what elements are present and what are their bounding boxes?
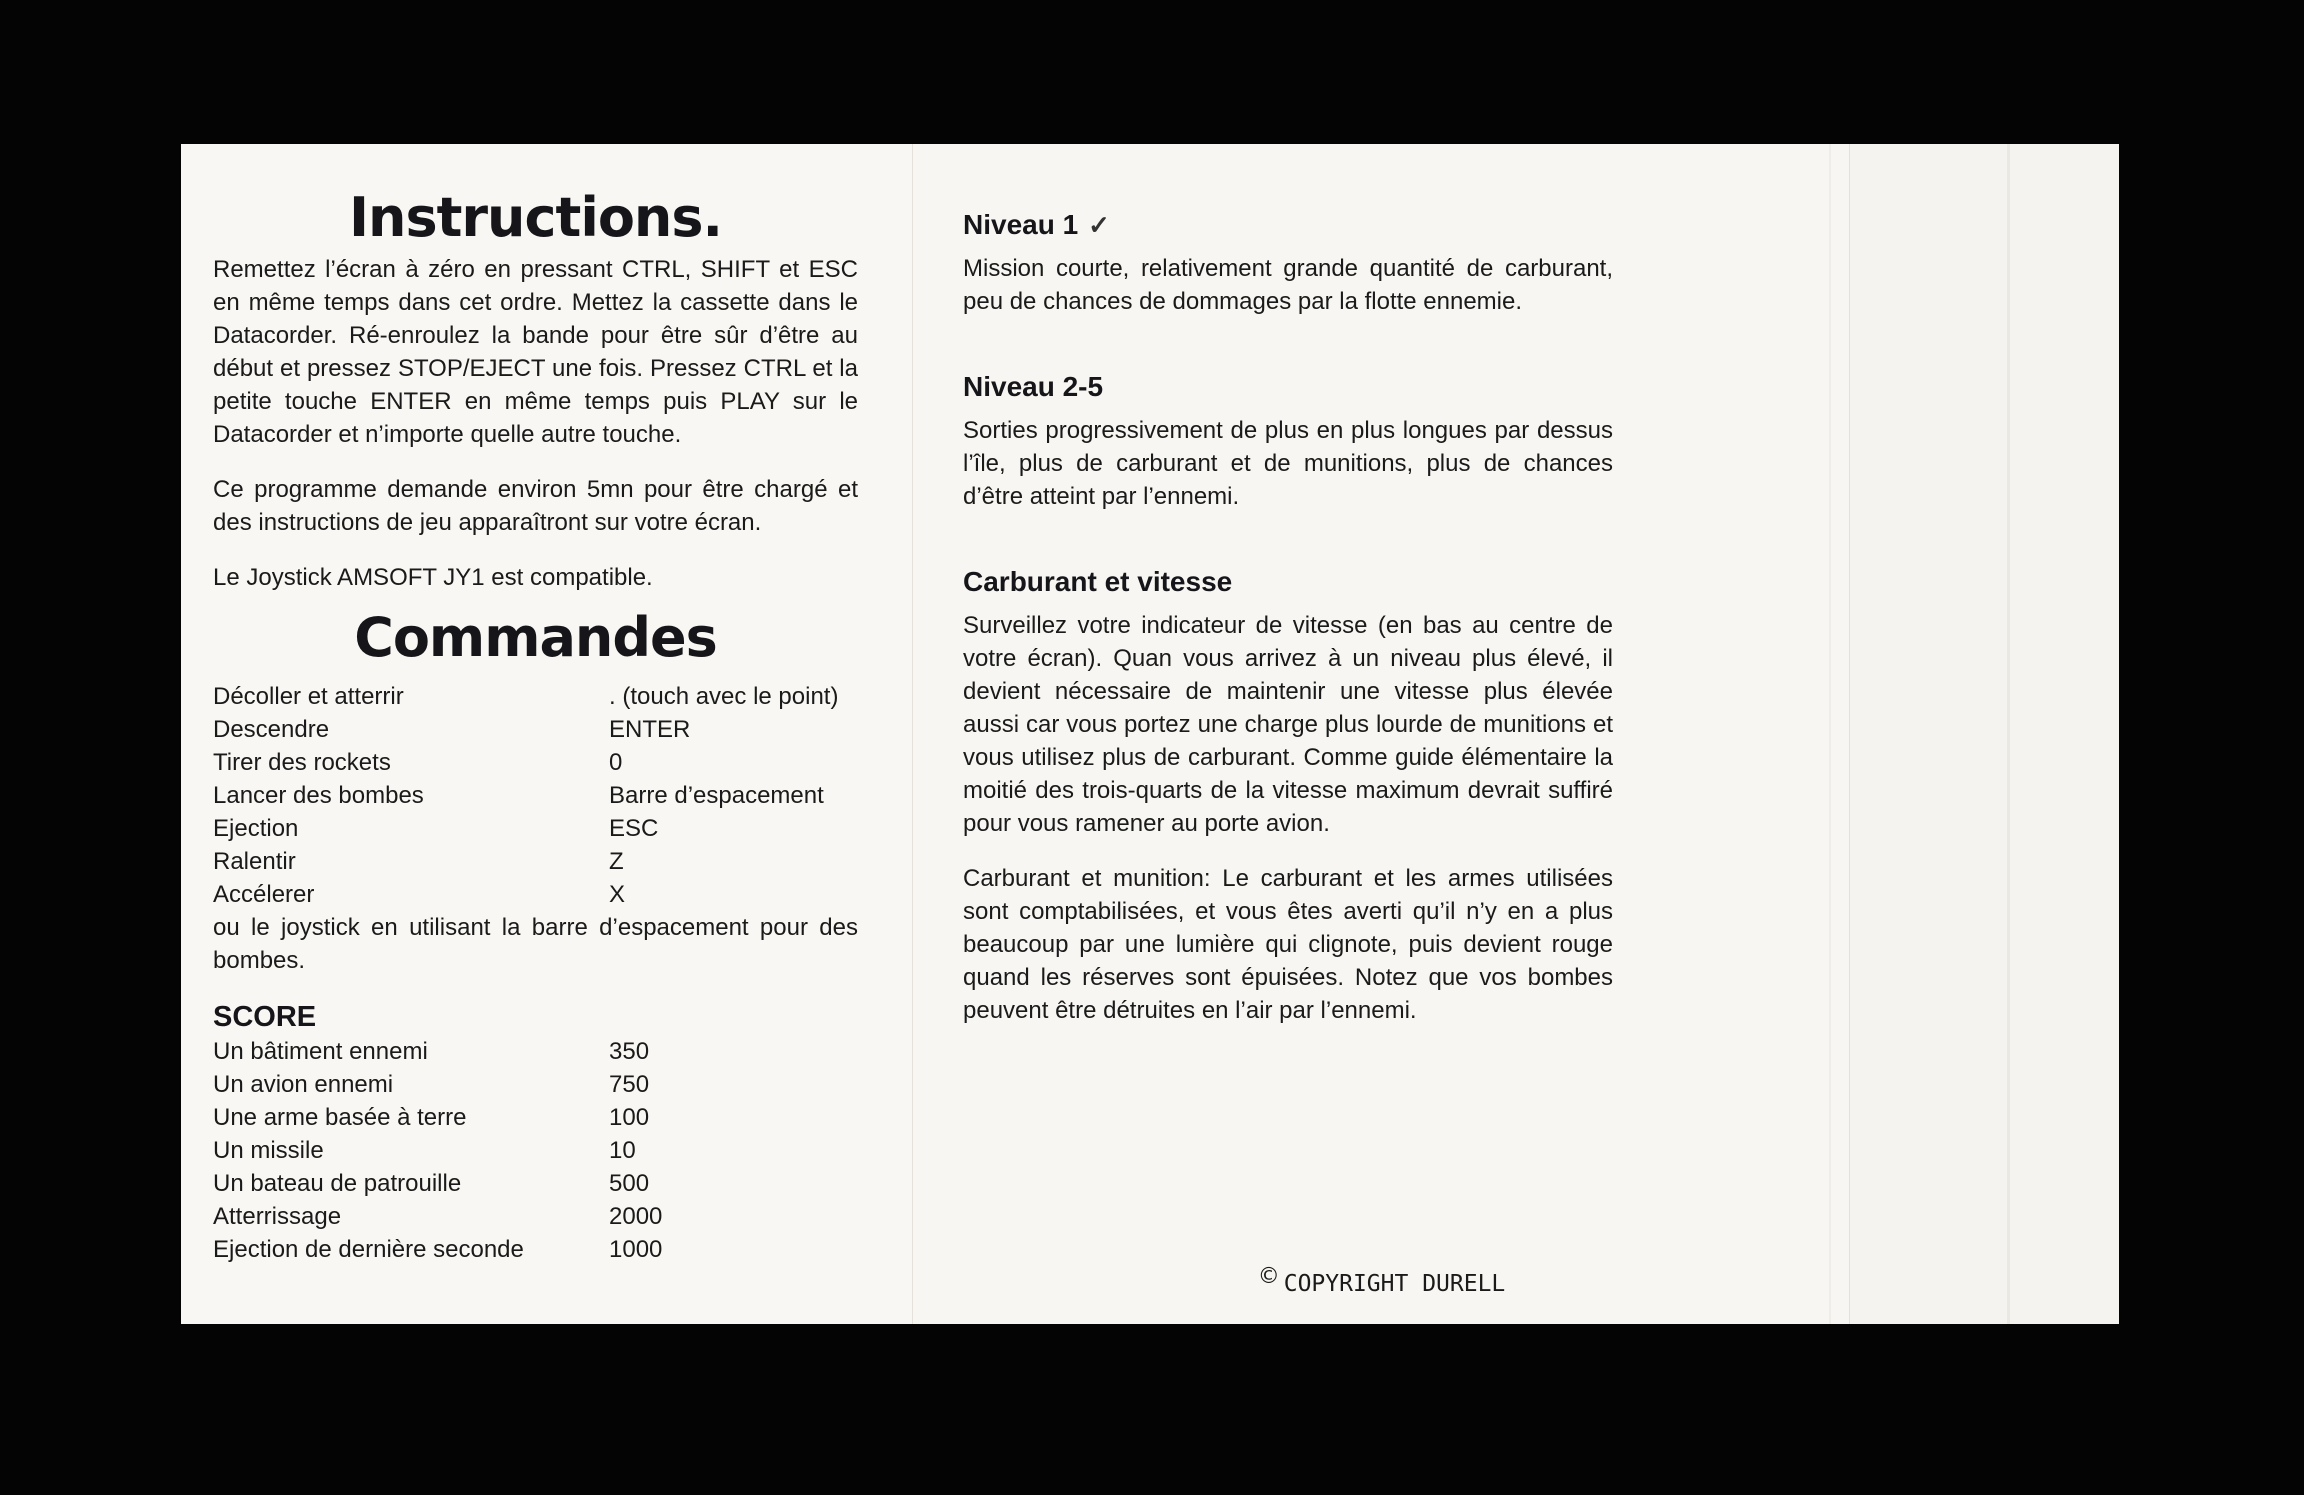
instructions-paragraph: Ce programme demande environ 5mn pour être chargé et des instructions de jeu apparaîtront sur votre écran. <box>213 476 858 537</box>
score-item: Un bateau de patrouille <box>213 1169 462 1197</box>
niveau1-title <box>963 208 1613 242</box>
command-key: ENTER <box>609 715 691 743</box>
table-row <box>213 1134 858 1167</box>
score-points: 350 <box>609 1037 650 1065</box>
copyright <box>913 1264 1850 1297</box>
score-points: 500 <box>609 1169 650 1197</box>
score-item: Ejection de dernière seconde <box>213 1235 524 1263</box>
score-points: 2000 <box>609 1202 663 1230</box>
fold-line <box>2007 144 2010 1324</box>
table-row <box>213 812 858 845</box>
carburant-title: Carburant et vitesse <box>963 566 1233 597</box>
niveau1-title-text: Niveau 1 <box>963 209 1079 240</box>
command-action: Descendre <box>213 715 330 743</box>
table-row <box>213 680 858 713</box>
commandes-title: Commandes <box>354 606 717 670</box>
table-row <box>213 746 858 779</box>
cassette-inlay <box>181 144 2119 1324</box>
score-item: Atterrissage <box>213 1202 342 1230</box>
command-key: 0 <box>609 748 623 776</box>
fold-line <box>1829 144 1831 1324</box>
instructions-paragraph: Remettez l’écran à zéro en pressant CTRL, SHIFT et ESC en même temps dans cet ordre. Mettez la cassette dans le Datacorder. Ré-enroulez la bande pour être sûr d’être au début et pressez STOP/EJECT une fois. Pressez CTRL et la petite touche ENTER en même temps puis PLAY sur le Datacorder et n’importe quelle autre touche. <box>213 256 858 449</box>
instructions-paragraph: Le Joystick AMSOFT JY1 est compatible. <box>213 564 653 592</box>
score-points: 750 <box>609 1070 650 1098</box>
commandes-note: ou le joystick en utilisant la barre d’espacement pour des bombes. <box>213 913 858 974</box>
levels-panel <box>913 144 1850 1324</box>
table-row <box>213 878 858 911</box>
command-action: Ralentir <box>213 847 296 875</box>
command-key: Barre d’espacement <box>609 781 824 809</box>
score-points: 1000 <box>609 1235 663 1263</box>
check-mark-icon: ✓ <box>1088 210 1110 240</box>
command-action: Accélerer <box>213 880 315 908</box>
table-row <box>213 1200 858 1233</box>
table-row <box>213 1101 858 1134</box>
table-row <box>213 845 858 878</box>
copyright-text: COPYRIGHT DURELL <box>1283 1271 1506 1297</box>
table-row <box>213 1233 858 1266</box>
carburant-munition-text: Carburant et munition: Le carburant et les armes utilisées sont comptabilisées, et vous êtes averti qu’il n’y en a plus beaucoup par une lumière qui clignote, puis devient rouge quand les réserves sont épuisées. Notez que vos bombes peuvent être détruites en l’air par l’ennemi. <box>963 865 1613 1024</box>
instructions-title: Instructions. <box>348 186 723 249</box>
score-item: Un bâtiment ennemi <box>213 1037 428 1065</box>
commandes-table <box>213 680 858 911</box>
command-action: Décoller et atterrir <box>213 682 404 710</box>
command-action: Tirer des rockets <box>213 748 391 776</box>
carburant-text: Surveillez votre indicateur de vitesse (en bas au centre de votre écran). Quan vous arrivez à un niveau plus élevé, il devient nécessaire de maintenir une vitesse plus élevée aussi car vous portez une charge plus lourde de munitions et vous utilisez plus de carburant. Comme guide élémentaire la moitié des trois-quarts de la vitesse maximum devrait suffiré pour vous ramener au porte avion. <box>963 612 1613 837</box>
instructions-panel <box>181 144 913 1324</box>
table-row <box>213 713 858 746</box>
table-row <box>213 779 858 812</box>
command-key: X <box>609 880 626 908</box>
command-action: Lancer des bombes <box>213 781 424 809</box>
table-row <box>213 1167 858 1200</box>
table-row <box>213 1068 858 1101</box>
command-action: Ejection <box>213 814 299 842</box>
command-key: ESC <box>609 814 659 842</box>
score-item: Une arme basée à terre <box>213 1103 467 1131</box>
score-table <box>213 1035 858 1266</box>
score-points: 100 <box>609 1103 650 1131</box>
command-key: . (touch avec le point) <box>609 682 839 710</box>
niveau2-text: Sorties progressivement de plus en plus longues par dessus l’île, plus de carburant et de munitions, plus de chances d’être atteint par l’ennemi. <box>963 417 1613 510</box>
table-row <box>213 1035 858 1068</box>
blank-flap <box>1850 144 2119 1324</box>
niveau2-title: Niveau 2-5 <box>963 371 1104 402</box>
niveau1-text: Mission courte, relativement grande quantité de carburant, peu de chances de dommages par la flotte ennemie. <box>963 255 1613 315</box>
score-points: 10 <box>609 1136 636 1164</box>
score-title: SCORE <box>213 1000 317 1033</box>
command-key: Z <box>609 847 624 875</box>
score-item: Un avion ennemi <box>213 1070 394 1098</box>
score-item: Un missile <box>213 1136 324 1164</box>
copyright-icon: © <box>1257 1264 1280 1289</box>
